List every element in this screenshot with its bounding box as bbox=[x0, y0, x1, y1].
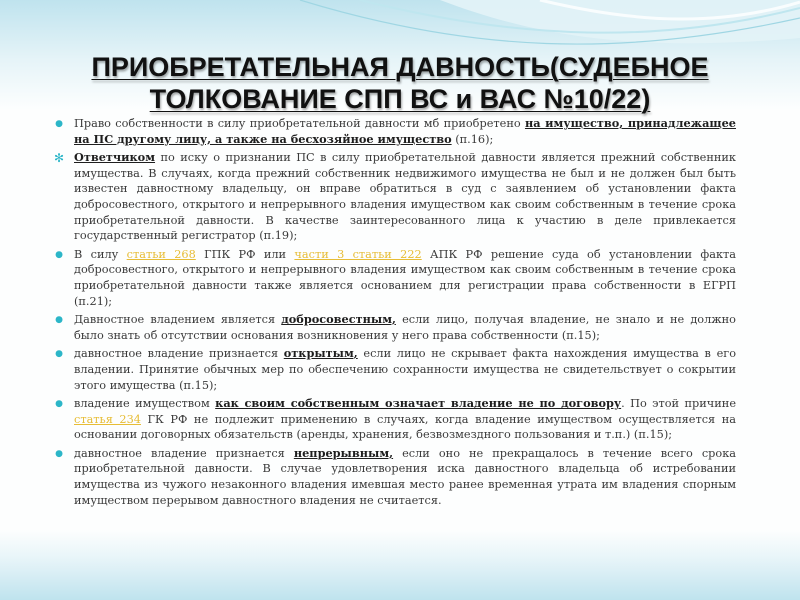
article-268-link[interactable]: статьи 268 bbox=[126, 247, 196, 261]
item-text: ГК РФ не подлежит применению в случаях, когда владение имуществом осуществляется на основании договорных обязательств (аренды, хранения, безвозмездного пользования и т.п.) (п.15); bbox=[74, 412, 736, 442]
list-item bbox=[55, 312, 736, 343]
item-emphasis: на имущество, принадлежащее на ПС другому лицу, а также на бесхозяйное имущество bbox=[74, 116, 736, 146]
item-text: ГПК РФ или bbox=[195, 247, 295, 261]
item-text: владение имуществом bbox=[74, 397, 216, 411]
circle-bullet-icon: ● bbox=[55, 399, 63, 410]
item-text: если оно не прекращалось в течение всего срока приобретательной давности. В случае удовлетворения иска давностного владельца об истребовании имущества из чужого незаконного владения имевшая место ранее временная утрата им владения спорным имуществом перерывом давностного владения не считается. bbox=[74, 446, 737, 507]
item-text: если лицо, получая владение, не знало и не должно было знать об отсутствии основания возникновения у него права собственности (п.15); bbox=[74, 313, 736, 342]
item-text: АПК РФ решение суда об установлении факта добросовестного, открытого и непрерывного владения имуществом как своим собственным в течение срока приобретательной давности также является основанием для регистрации права собственности в ЕГРП (п.21); bbox=[74, 247, 737, 308]
slide-title: ПРИОБРЕТАТЕЛЬНАЯ ДАВНОСТЬ(СУДЕБНОЕ ТОЛКОВАНИЕ СПП ВС и ВАС №10/22) bbox=[91, 52, 709, 114]
circle-bullet-icon: ● bbox=[55, 349, 63, 360]
item-text: Право собственности в силу приобретательной давности мб приобретено bbox=[74, 117, 525, 130]
list-item bbox=[55, 116, 736, 147]
article-234-link[interactable]: статья 234 bbox=[74, 412, 141, 426]
item-text: давностное владение признается bbox=[74, 347, 284, 361]
item-text: если лицо не скрывает факта нахождения имущества в его владении. Принятие обычных мер по обеспечению сохранности имущества не свидетельствует о сокрытии этого имущества (п.15); bbox=[74, 347, 736, 392]
item-text: (п.16); bbox=[451, 132, 494, 146]
item-text: Давностное владением является bbox=[74, 313, 282, 327]
list-item bbox=[53, 150, 736, 244]
item-emphasis: как своим собственным означает владение не по договору bbox=[215, 396, 622, 411]
footer-background bbox=[0, 530, 800, 600]
circle-bullet-icon: ● bbox=[55, 448, 63, 459]
item-emphasis: добросовестным, bbox=[281, 312, 396, 327]
item-emphasis: открытым, bbox=[283, 346, 358, 361]
bullet-list bbox=[53, 116, 737, 511]
star-bullet-icon: ✻ bbox=[53, 151, 65, 166]
item-emphasis: Ответчиком bbox=[74, 150, 156, 165]
item-text: по иску о признании ПС в силу приобретательной давности является прежний собственник имущества. В случаях, когда прежний собственник недвижимого имущества не был и не должен был быть известен давностному владельцу, он вправе обратиться в суд с заявлением об установлении факта добросовестного, открытого и непрерывного владения имуществом как своим собственным в течение срока приобретательной давности. В качестве заинтересованного лица к участию в деле привлекается государственный регистратор (п.19); bbox=[74, 151, 736, 243]
list-item bbox=[55, 396, 736, 443]
article-222-link[interactable]: части 3 статьи 222 bbox=[294, 247, 422, 261]
circle-bullet-icon: ● bbox=[55, 119, 63, 129]
list-item bbox=[55, 346, 736, 393]
circle-bullet-icon: ● bbox=[55, 315, 63, 326]
circle-bullet-icon: ● bbox=[55, 249, 63, 260]
item-emphasis: непрерывным, bbox=[293, 445, 394, 460]
item-text: В силу bbox=[74, 247, 127, 261]
list-item bbox=[55, 445, 737, 508]
list-item bbox=[55, 247, 737, 309]
item-text: . По этой причине bbox=[621, 397, 736, 411]
item-text: давностное владение признается bbox=[74, 446, 294, 460]
